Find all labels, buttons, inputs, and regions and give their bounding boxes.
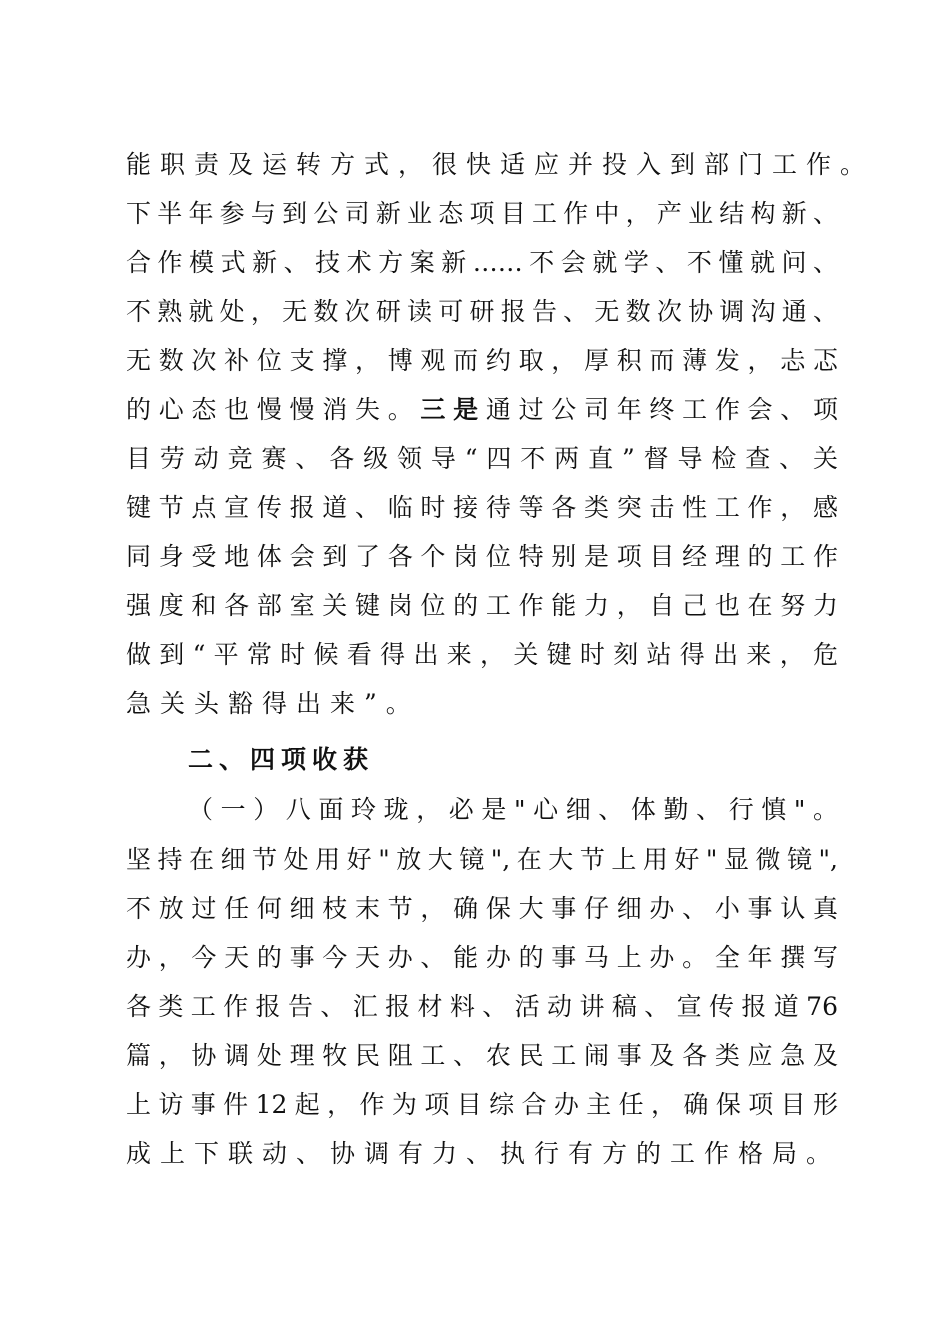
paragraph-text: 的心态也慢慢消失。 [126,395,421,424]
paragraph-line: 做到“平常时候看得出来，关键时刻站得出来，危 [126,640,838,669]
paragraph-line: 急关头豁得出来”。 [126,689,420,718]
paragraph-line: 键节点宣传报道、临时接待等各类突击性工作，感 [126,493,838,522]
paragraph-line: 目劳动竞赛、各级领导“四不两直”督导检查、关 [126,444,838,473]
paragraph-line: 能职责及运转方式，很快适应并投入到部门工作。 [126,150,875,179]
paragraph-line: 同身受地体会到了各个岗位特别是项目经理的工作 [126,542,838,571]
paragraph-line-mixed [126,390,838,430]
paragraph-line: 坚持在细节处用好"放大镜",在大节上用好"显微镜", [126,845,838,874]
paragraph-line: 各类工作报告、汇报材料、活动讲稿、宣传报道76 [126,992,838,1021]
subsection-title: （一）八面玲珑，必是"心细、体勤、行慎"。 [188,795,838,824]
paragraph-line: 成上下联动、协调有力、执行有方的工作格局。 [126,1139,841,1168]
paragraph-line: 篇，协调处理牧民阻工、农民工闹事及各类应急及 [126,1041,838,1070]
paragraph-line: 办，今天的事今天办、能办的事马上办。全年撰写 [126,943,838,972]
paragraph-line: 合作模式新、技术方案新……不会就学、不懂就问、 [126,248,838,277]
paragraph-line: 不放过任何细枝末节，确保大事仔细办、小事认真 [126,894,838,923]
emphasis-label: 三是 [420,395,486,424]
paragraph-text: 通过公司年终工作会、项 [485,395,838,424]
section-heading: 二、四项收获 [188,745,375,774]
paragraph-line: 上访事件12起，作为项目综合办主任，确保项目形 [126,1090,838,1119]
paragraph-line: 下半年参与到公司新业态项目工作中，产业结构新、 [126,199,838,228]
paragraph-line: 强度和各部室关键岗位的工作能力，自己也在努力 [126,591,838,620]
paragraph-line: 无数次补位支撑，博观而约取，厚积而薄发，忐忑 [126,346,838,375]
paragraph-line: 不熟就处，无数次研读可研报告、无数次协调沟通、 [126,297,838,326]
